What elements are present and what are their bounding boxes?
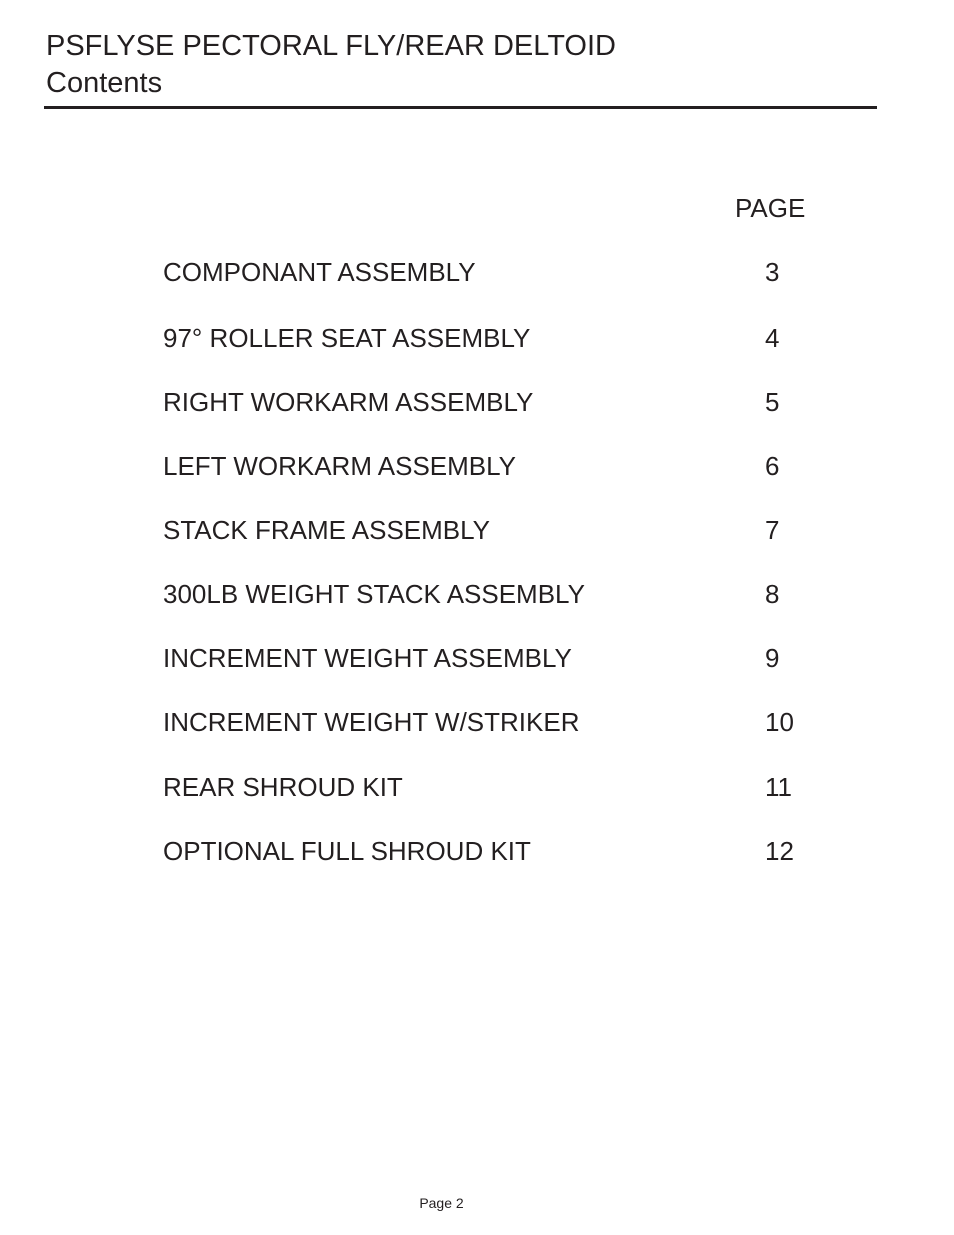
toc-entry-componant-assembly[interactable]	[0, 256, 954, 288]
toc-entry-page-number: 10	[765, 707, 794, 737]
toc-entry-left-workarm-assembly[interactable]	[0, 450, 954, 482]
document-title: PSFLYSE PECTORAL FLY/REAR DELTOID	[46, 30, 616, 62]
toc-entry-weight-stack-assembly[interactable]	[0, 578, 954, 610]
toc-entry-increment-weight-assembly[interactable]	[0, 642, 954, 674]
toc-entry-page-number: 5	[765, 387, 780, 417]
footer-page-number: Page 2	[419, 1195, 464, 1211]
toc-entry-page-number: 6	[765, 451, 780, 481]
toc-entry-page-number: 4	[765, 323, 780, 353]
toc-entry-label: RIGHT WORKARM ASSEMBLY	[163, 387, 534, 417]
toc-entry-page-number: 12	[765, 836, 794, 866]
toc-entry-page-number: 3	[765, 257, 780, 287]
toc-entry-label: INCREMENT WEIGHT ASSEMBLY	[163, 643, 572, 673]
toc-entry-page-number: 11	[765, 772, 792, 802]
toc-entry-label: COMPONANT ASSEMBLY	[163, 257, 476, 287]
toc-entry-page-number: 7	[765, 515, 780, 545]
toc-entry-label: OPTIONAL FULL SHROUD KIT	[163, 836, 531, 866]
toc-entry-label: STACK FRAME ASSEMBLY	[163, 515, 491, 545]
toc-entry-label: REAR SHROUD KIT	[163, 772, 403, 802]
toc-entry-label: 300LB WEIGHT STACK ASSEMBLY	[163, 579, 585, 609]
toc-entry-rear-shroud-kit[interactable]	[0, 771, 954, 803]
toc-entry-right-workarm-assembly[interactable]	[0, 386, 954, 418]
toc-entry-page-number: 8	[765, 579, 780, 609]
toc-entry-optional-full-shroud-kit[interactable]	[0, 835, 954, 867]
document-subtitle: Contents	[46, 67, 163, 99]
toc-entry-increment-weight-striker[interactable]	[0, 706, 954, 738]
toc-entry-label: 97° ROLLER SEAT ASSEMBLY	[163, 323, 531, 353]
toc-entry-label: INCREMENT WEIGHT W/STRIKER	[163, 707, 580, 737]
toc-entry-roller-seat-assembly[interactable]	[0, 322, 954, 354]
toc-entry-page-number: 9	[765, 643, 780, 673]
page-column-header: PAGE	[735, 193, 806, 223]
toc-entry-label: LEFT WORKARM ASSEMBLY	[163, 451, 517, 481]
toc-entry-stack-frame-assembly[interactable]	[0, 514, 954, 546]
